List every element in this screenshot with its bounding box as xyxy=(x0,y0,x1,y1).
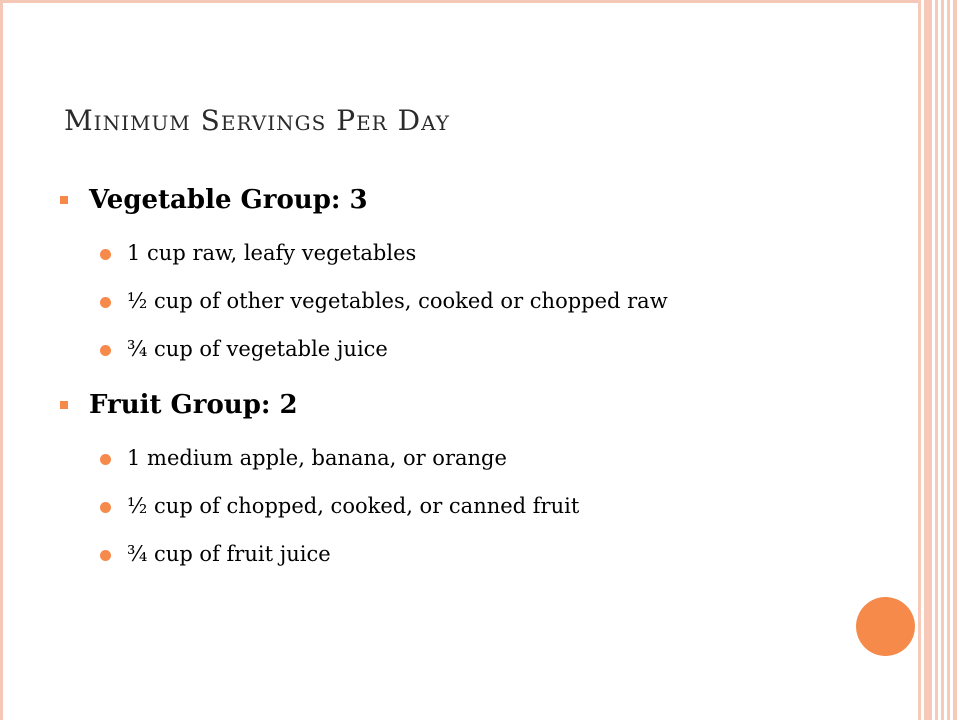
group-heading-text: Fruit Group: 2 xyxy=(89,390,298,420)
round-bullet-icon xyxy=(100,454,111,465)
food-group xyxy=(58,180,888,364)
side-rail xyxy=(935,0,938,720)
list-item-text: ¾ cup of fruit juice xyxy=(127,542,331,566)
food-group xyxy=(58,385,888,569)
list-item xyxy=(58,540,888,569)
round-bullet-icon xyxy=(100,297,111,308)
side-rail xyxy=(941,0,944,720)
list-item-text: 1 cup raw, leafy vegetables xyxy=(127,241,417,265)
list-item xyxy=(58,335,888,364)
group-heading xyxy=(58,385,888,425)
round-bullet-icon xyxy=(100,502,111,513)
side-rail xyxy=(918,0,921,720)
group-heading xyxy=(58,180,888,220)
list-item-text: ½ cup of chopped, cooked, or canned fruit xyxy=(127,494,580,518)
slide-title: Minimum Servings Per Day xyxy=(64,104,450,137)
side-rail xyxy=(953,0,957,720)
side-rail xyxy=(924,0,932,720)
decorative-circle xyxy=(856,597,915,656)
list-item xyxy=(58,444,888,473)
list-item xyxy=(58,492,888,521)
group-heading-text: Vegetable Group: 3 xyxy=(89,185,368,215)
side-rail xyxy=(947,0,950,720)
slide-content xyxy=(58,180,888,569)
round-bullet-icon xyxy=(100,249,111,260)
list-item-text: ½ cup of other vegetables, cooked or chopped raw xyxy=(127,289,668,313)
list-item xyxy=(58,287,888,316)
list-item-text: 1 medium apple, banana, or orange xyxy=(127,446,507,470)
square-bullet-icon xyxy=(60,401,68,409)
list-item xyxy=(58,239,888,268)
square-bullet-icon xyxy=(60,196,68,204)
list-item-text: ¾ cup of vegetable juice xyxy=(127,337,388,361)
round-bullet-icon xyxy=(100,550,111,561)
round-bullet-icon xyxy=(100,345,111,356)
